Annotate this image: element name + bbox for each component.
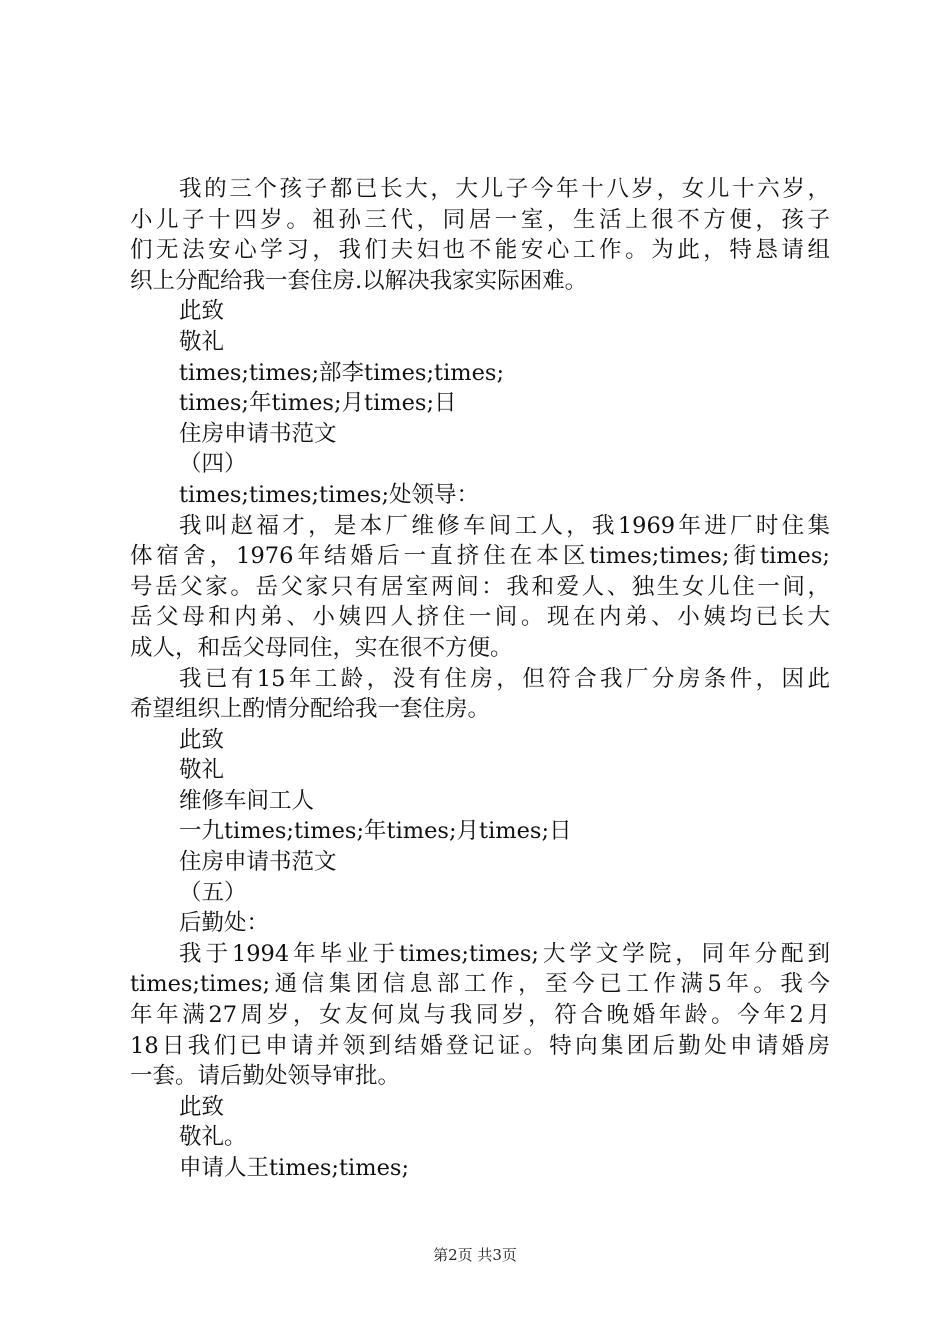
text-line: 成人，和岳父母同住，实在很不方便。	[130, 634, 513, 661]
text-line: 一套。请后勤处领导审批。	[130, 1063, 401, 1090]
text-line: 住房申请书范文	[179, 420, 337, 447]
text-line: 维修车间工人	[179, 787, 315, 814]
text-line: 小儿子十四岁。祖孙三代，同居一室，生活上很不方便，孩子	[130, 206, 830, 233]
text-line: 申请人王times;times;	[179, 1155, 410, 1181]
text-line: 我叫赵福才，是本厂维修车间工人，我1969年进厂时住集	[179, 512, 830, 539]
text-line: 我于1994年毕业于times;times;大学文学院，同年分配到	[179, 940, 830, 967]
text-line: 年年满27周岁，女友何岚与我同岁，符合晚婚年龄。今年2月	[130, 1002, 830, 1029]
page-footer: 第2页 共3页	[433, 1246, 517, 1264]
text-line: 们无法安心学习，我们夫妇也不能安心工作。为此，特恳请组	[130, 237, 830, 264]
text-line: （四）	[179, 451, 247, 478]
document-body	[130, 174, 830, 1184]
text-line: 一九times;times;年times;月times;日	[179, 818, 572, 845]
text-line: 此致	[179, 1093, 225, 1120]
text-line: 岳父母和内弟、小姨四人挤住一间。现在内弟、小姨均已长大	[130, 604, 830, 631]
text-line: 后勤处：	[179, 910, 270, 937]
text-line: 敬礼。	[179, 1124, 247, 1151]
text-line: times;times;通信集团信息部工作，至今已工作满5年。我今	[130, 971, 830, 998]
text-line: 体宿舍，1976年结婚后一直挤住在本区times;times;街times;	[130, 543, 830, 570]
text-line: 号岳父家。岳父家只有居室两间：我和爱人、独生女儿住一间，	[130, 573, 830, 600]
text-line: 我的三个孩子都已长大，大儿子今年十八岁，女儿十六岁，	[179, 176, 830, 202]
text-line: times;年times;月times;日	[179, 390, 457, 417]
text-line: times;times;部李times;times;	[179, 359, 505, 386]
text-line: 此致	[179, 298, 225, 325]
text-line: 住房申请书范文	[179, 849, 337, 876]
text-line: 我已有15年工龄，没有住房，但符合我厂分房条件，因此	[179, 665, 830, 692]
text-line: 希望组织上酌情分配给我一套住房。	[130, 696, 491, 723]
text-line: （五）	[179, 879, 247, 906]
text-line: 此致	[179, 726, 225, 753]
text-line: times;times;times;处领导：	[179, 481, 480, 508]
text-line: 敬礼	[179, 328, 225, 355]
text-line: 敬礼	[179, 757, 225, 784]
text-line: 18日我们已申请并领到结婚登记证。特向集团后勤处申请婚房	[130, 1032, 830, 1059]
text-line: 织上分配给我一套住房.以解决我家实际困难。	[130, 267, 588, 294]
